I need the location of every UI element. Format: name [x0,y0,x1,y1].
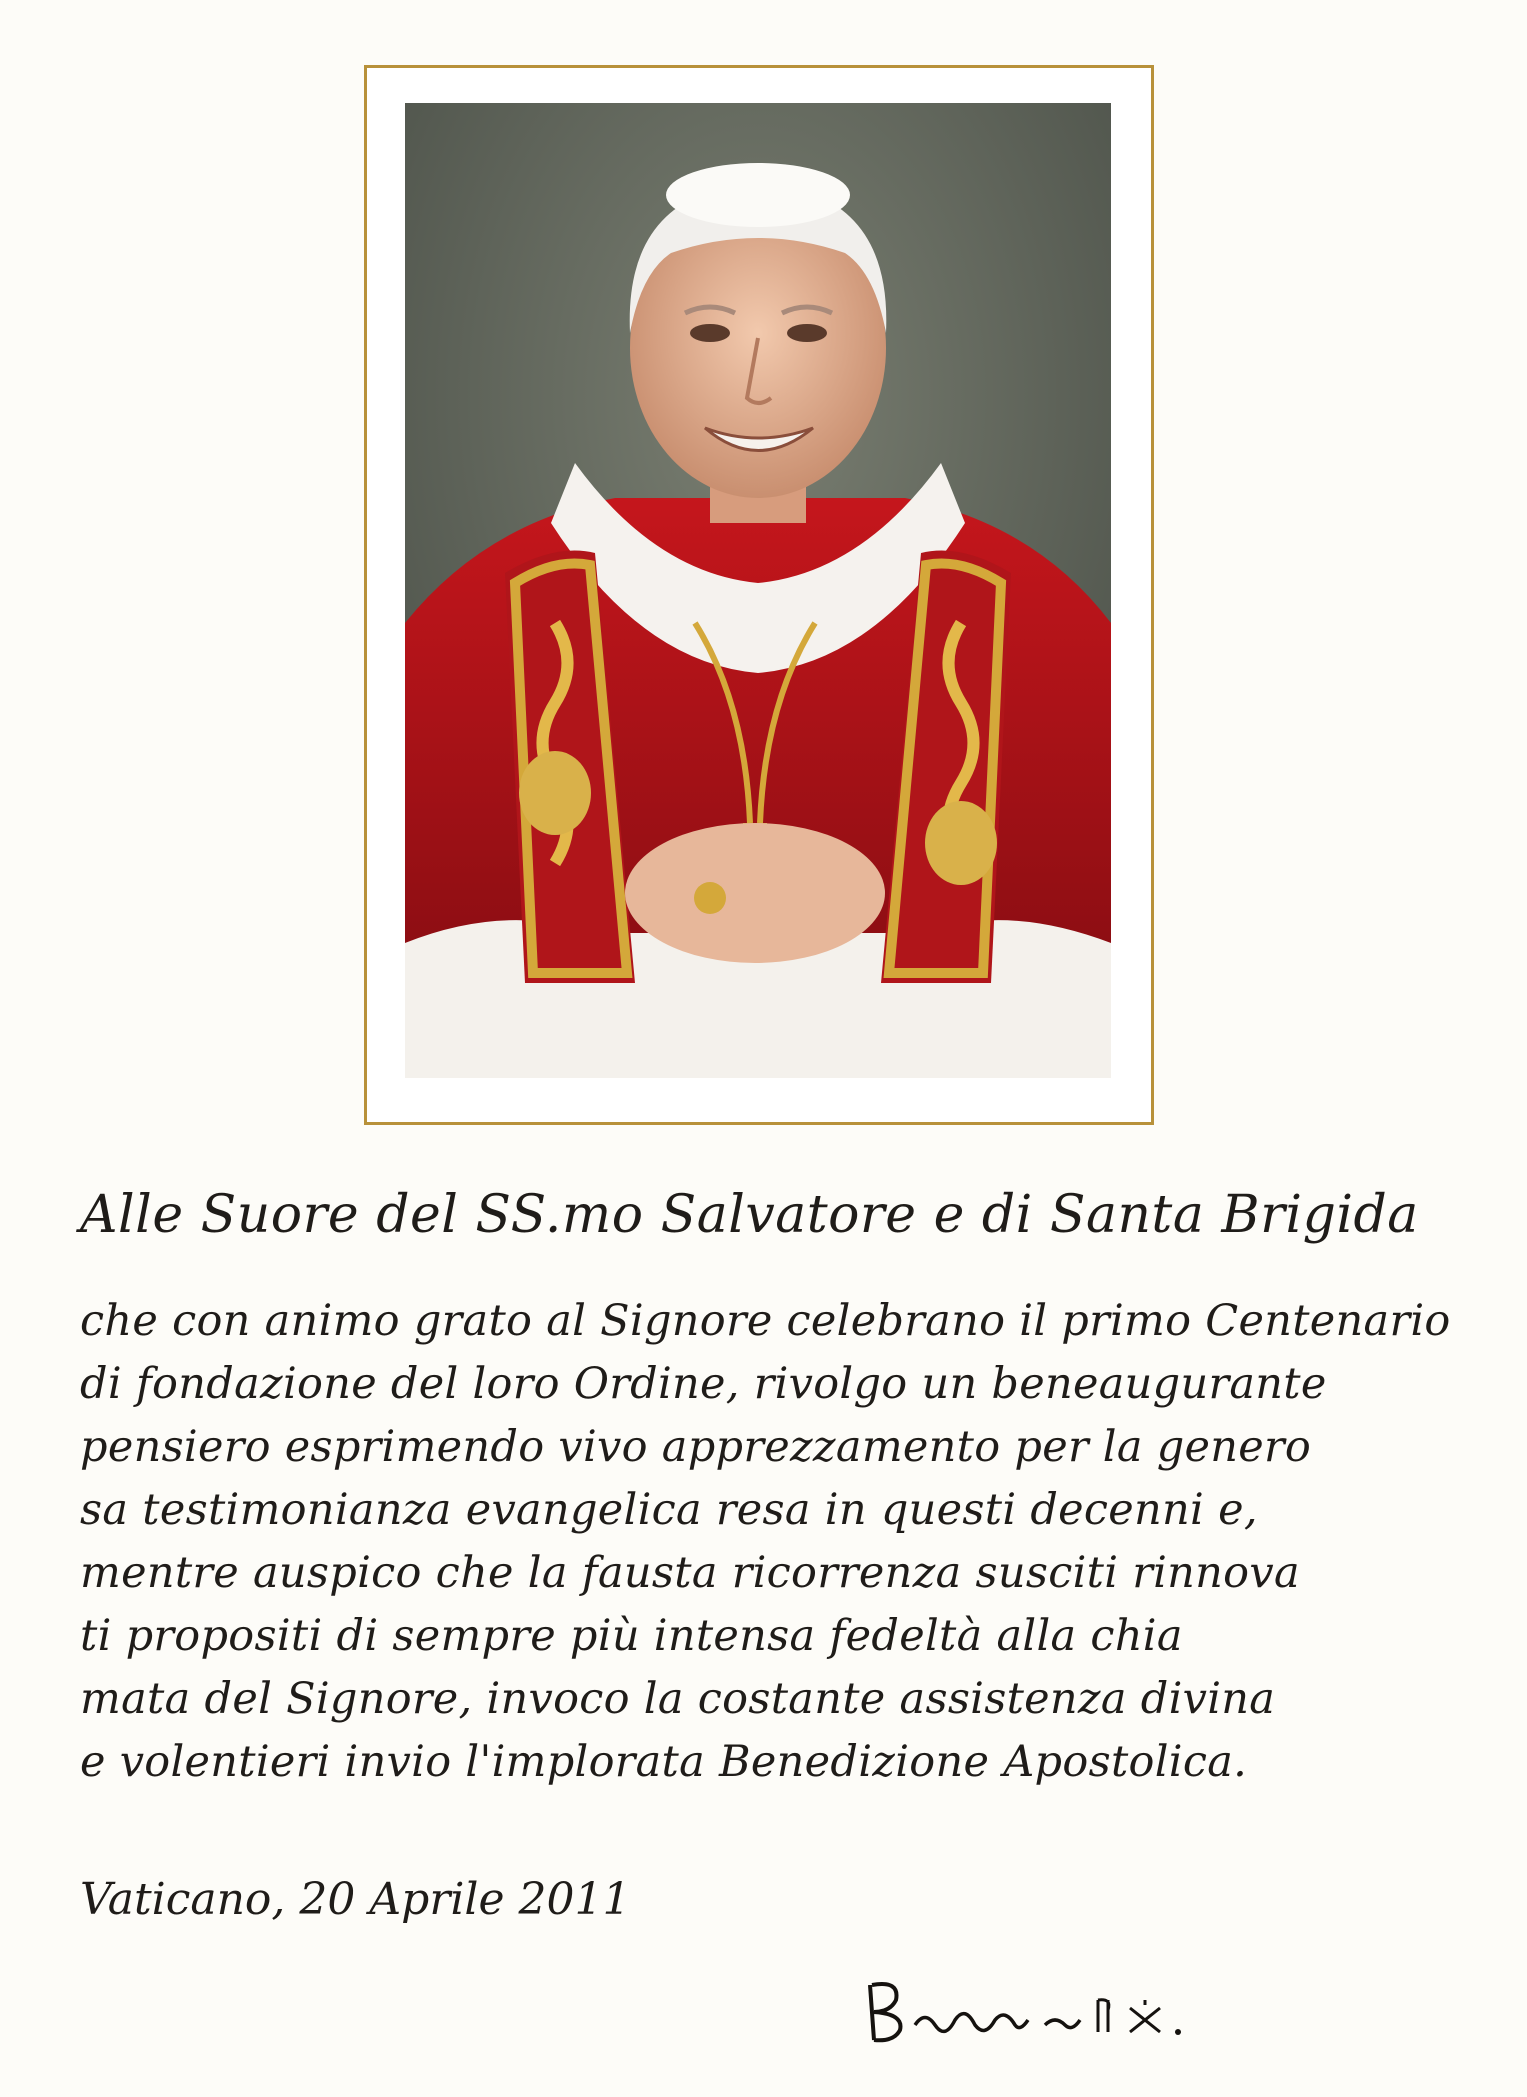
pope-portrait-photo [405,103,1111,1078]
pope-portrait-image [405,103,1111,1078]
letter-body [80,1290,1480,1794]
letter-headline: Alle Suore del SS.mo Salvatore e di Santa Brigida [80,1185,1419,1245]
signature [860,1970,1190,2050]
signature-scribble-icon [860,1970,1190,2050]
letter-line: e volentieri invio l'implorata Benedizione Apostolica. [80,1737,1248,1787]
photo-frame [364,65,1154,1125]
letter-line: mata del Signore, invoco la costante assistenza divina [80,1674,1276,1724]
letter-line: che con animo grato al Signore celebrano il primo Centenario [80,1296,1451,1346]
letter-dateline: Vaticano, 20 Aprile 2011 [80,1874,631,1925]
letter-line: sa testimonianza evangelica resa in questi decenni e, [80,1485,1258,1535]
letter-line: pensiero esprimendo vivo apprezzamento per la genero [80,1422,1312,1472]
letter-line: ti propositi di sempre più intensa fedeltà alla chia [80,1611,1183,1661]
letter-line: mentre auspico che la fausta ricorrenza susciti rinnova [80,1548,1300,1598]
letter-line: di fondazione del loro Ordine, rivolgo un beneaugurante [80,1359,1327,1409]
